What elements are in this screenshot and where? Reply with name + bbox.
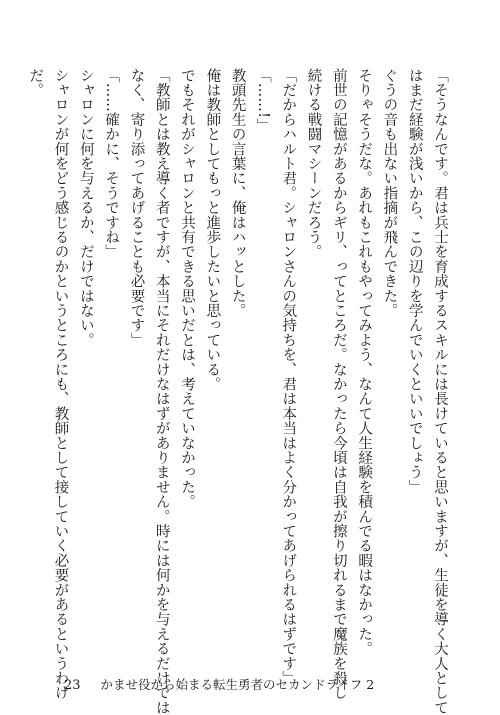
text-line: だ。 bbox=[27, 68, 44, 98]
text-line: 前世の記憶があるからギリ、ってところだ。なかったら今頃は自我が擦り切れるまで魔族を殺し bbox=[330, 68, 347, 701]
text-line: 「……確かに、そうですね」 bbox=[103, 68, 120, 260]
text-line: 続ける戦闘マシーンだろう。 bbox=[305, 68, 322, 260]
book-title: かませ役から始まる転生勇者のセカンドライフ 2 bbox=[100, 677, 375, 692]
text-line: 「教師とは教え導く者ですが、本当にそれだけなはずがありません。時には何かを与えるだけでは bbox=[153, 68, 170, 715]
text-line: シャロンが何をどう感じるのかというところにも、教師として接していく必要があるというわけ bbox=[52, 68, 69, 701]
text-line: シャロンに何を与えるか、だけではない。 bbox=[77, 68, 94, 348]
page-footer bbox=[64, 675, 374, 693]
text-line: はまだ経験が浅いから、この辺りを学んでいくといいでしょう」 bbox=[406, 68, 423, 495]
text-line: そりゃそうだな。あれもこれもやってみよう、なんて人生経験を積んでる暇はなかった。 bbox=[356, 68, 373, 656]
text-line: 「……!」 bbox=[254, 68, 271, 133]
text-line: でもそれがシャロンと共有できる思いだとは、考えていなかった。 bbox=[179, 68, 196, 509]
text-line: 教頭先生の言葉に、俺はハッとした。 bbox=[229, 68, 246, 318]
text-line: 「だからハルト君。シャロンさんの気持ちを、君は本当はよく分かってあげられるはずです」 bbox=[280, 68, 297, 686]
text-line: なく、寄り添ってあげることも必要です」 bbox=[128, 68, 145, 348]
page-number: 23 bbox=[64, 678, 81, 693]
text-line: 「そうなんです。君は兵士を育成するスキルには長けていると思いますが、生徒を導く大人として bbox=[432, 68, 448, 715]
text-line: 俺は教師としてもっと進歩したいと思っている。 bbox=[204, 68, 221, 392]
text-line: ぐうの音も出ない指摘が飛んできた。 bbox=[381, 68, 398, 318]
